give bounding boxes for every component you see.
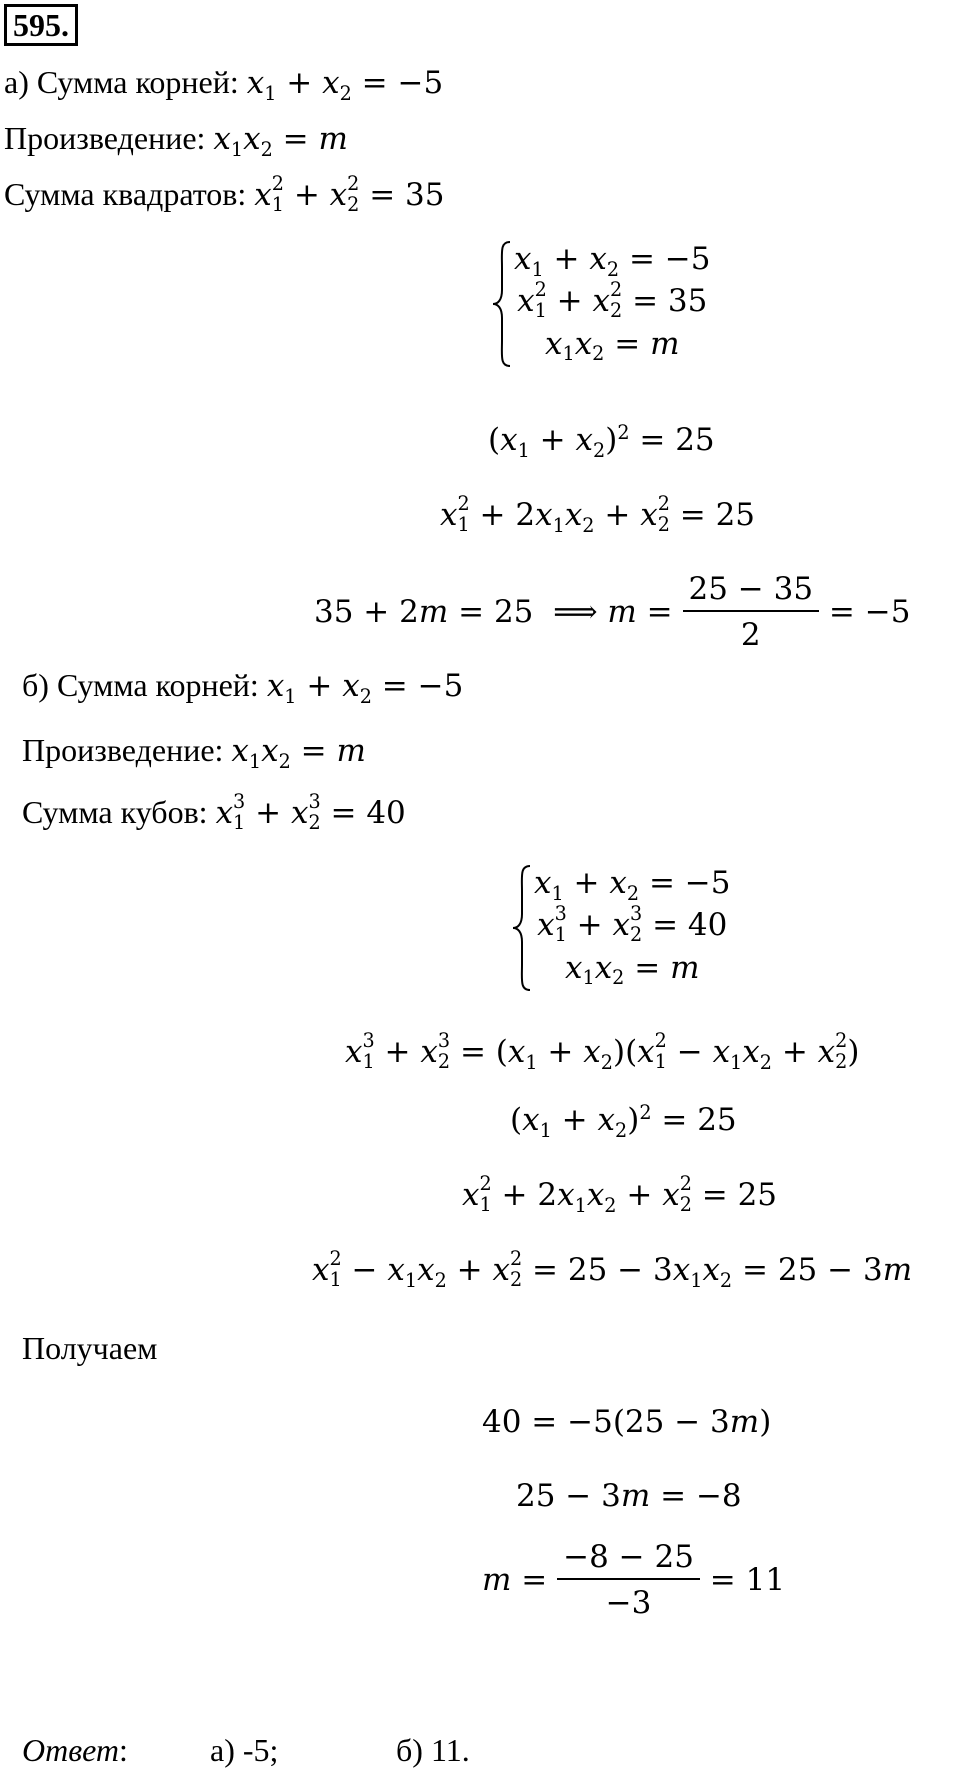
part-a-product-label: Произведение: (4, 120, 206, 156)
answer-label: Ответ (22, 1732, 119, 1768)
part-a-sum-line (4, 62, 443, 103)
system-eq: $x_1x_2 = m$ (544, 325, 680, 366)
eq-linear: 25 − 3m = −8 (516, 1478, 742, 1514)
answer-b: б) 11. (396, 1732, 470, 1768)
eq-square-sum-b: $(x_1 + x_2)^2 = 25$ (510, 1101, 737, 1142)
problem-number: 595. (4, 4, 78, 46)
part-a-squares-label: Сумма квадратов: (4, 176, 247, 212)
part-b-cubes-line (22, 792, 406, 835)
part-a-product-line (4, 118, 348, 159)
eq-difference: x 2 1 − $x_1x_2 + x$ 2 2 = $25 - 3x_1x_2 = 25 - 3m$ (312, 1247, 913, 1292)
left-brace-icon (490, 238, 514, 370)
fraction: $\frac{25 - 35}{2}$ (683, 570, 820, 654)
part-b-system (510, 862, 730, 994)
part-a-system (490, 238, 710, 370)
poluchaem-text: Получаем (22, 1330, 158, 1366)
part-a-squares-eq: x 2 1 + x 2 2 = 35 (254, 172, 445, 216)
system-eq: x 3 1 + x 3 2 = 40 (537, 902, 728, 946)
part-b-sum-line (22, 665, 463, 706)
system-eq: $x_1 + x_2 = -5$ (514, 241, 711, 281)
eq-substitution: 40 = −5(25 − 3m) (482, 1404, 772, 1440)
answer-line (22, 1730, 128, 1770)
part-a-sum-eq: $x_1 + x_2 = -5$ (246, 65, 444, 105)
answer-a: а) -5; (210, 1732, 279, 1768)
part-a-sum-label: а) Сумма корней: (4, 64, 239, 100)
eq-solve-m-b: m = $\frac{-8 - 25}{-3}$ = 11 (482, 1539, 786, 1621)
fraction: $\frac{-8 - 25}{-3}$ (557, 1538, 700, 1622)
left-brace-icon (510, 862, 534, 994)
eq-cube-identity: x 3 1 + x 3 2 = $(x_1 + x_2)(x$ 2 1 − $x_1x_2 + x$ 2 2 ) (345, 1029, 860, 1074)
system-eq: x 2 1 + x 2 2 = 35 (517, 278, 708, 322)
answer-colon: : (119, 1732, 128, 1768)
system-eq: $x_1x_2 = m$ (564, 949, 700, 990)
eq-solve-m-a: 35 + 2m = 25 ⟹ m = $\frac{25 - 35}{2}$ = −5 (314, 571, 911, 653)
eq-expanded-b: x 2 1 + $2x_1x_2 + x$ 2 2 = 25 (462, 1172, 778, 1217)
part-b-product-eq: $x_1x_2 = m$ (231, 733, 366, 773)
part-b-sum-eq: $x_1 + x_2 = -5$ (266, 668, 464, 708)
part-b-product-line (22, 730, 366, 771)
part-a-squares-line (4, 174, 445, 217)
part-a-product-eq: $x_1x_2 = m$ (213, 121, 348, 161)
part-b-cubes-label: Сумма кубов: (22, 794, 208, 830)
eq-square-sum: $(x_1 + x_2)^2 = 25$ (488, 421, 715, 462)
eq-expanded: x 2 1 + $2x_1x_2 + x$ 2 2 = 25 (440, 492, 756, 537)
part-b-sum-label: б) Сумма корней: (22, 667, 259, 703)
system-eq: $x_1 + x_2 = -5$ (534, 865, 731, 905)
part-b-cubes-eq: x 3 1 + x 3 2 = 40 (215, 790, 406, 834)
part-b-product-label: Произведение: (22, 732, 224, 768)
